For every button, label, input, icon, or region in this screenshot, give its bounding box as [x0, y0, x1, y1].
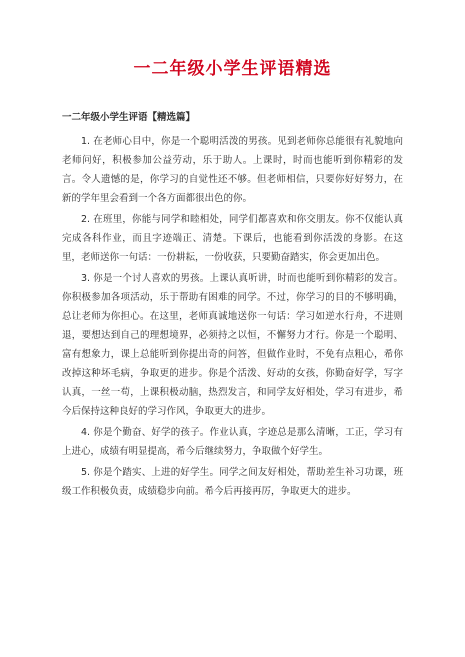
section-heading: 一二年级小学生评语【精选篇】: [62, 112, 196, 123]
comment-paragraph-5: 5. 你是个踏实、上进的好学生。同学之间友好相处，帮助差生补习功课，班级工作积极负责，成绩稳步向前。希今后再接再厉，争取更大的进步。: [62, 467, 403, 497]
comment-paragraph-4: 4. 你是个勤奋、好学的孩子。作业认真，字迹总是那么清晰，工正，学习有上进心，成绩有明显提高，希今后继续努力，争取做个好学生。: [62, 427, 403, 457]
comment-paragraph-1: 1. 在老师心目中，你是一个聪明活泼的男孩。见到老师你总能很有礼貌地向老师问好，积极参加公益劳动，乐于助人。上课时，时而也能听到你精彩的发言。令人遗憾的是，你学习的自觉性还不够。但老师相信，只要你好好努力，在新的学年里会看到一个各方面都很出色的你。: [62, 136, 403, 204]
comment-paragraph-2: 2. 在班里，你能与同学和睦相处，同学们都喜欢和你交朋友。你不仅能认真完成各科作业，而且字迹端正、清楚。下课后，也能看到你活泼的身影。在这里，老师送你一句话：一份耕耘，一份收获，只要勤奋踏实，你会更加出色。: [62, 214, 403, 263]
document-title: 一二年级小学生评语精选: [133, 59, 332, 79]
comment-paragraph-3: 3. 你是一个讨人喜欢的男孩。上课认真听讲，时而也能听到你精彩的发言。你积极参加各项活动，乐于帮助有困难的同学。不过，你学习的目的不够明确，总让老师为你担心。在这里，老师真诚地送你一句话：学习如逆水行舟，不进则退，要想达到自己的理想境界，必须持之以恒，不懈努力才行。你是一个聪明、富有想象力，课上总能听到你提出奇的问答，但做作业时，不免有点粗心，希你改掉这种坏毛病，争取更的进步。你是个活泼、好动的女孩，你勤奋好学，写字认真，一丝一苟，上课积极动脑，热烈发言，和同学友好相处，学习有进步，希今后保持这种良好的学习作风，争取更大的进步。: [62, 273, 403, 417]
